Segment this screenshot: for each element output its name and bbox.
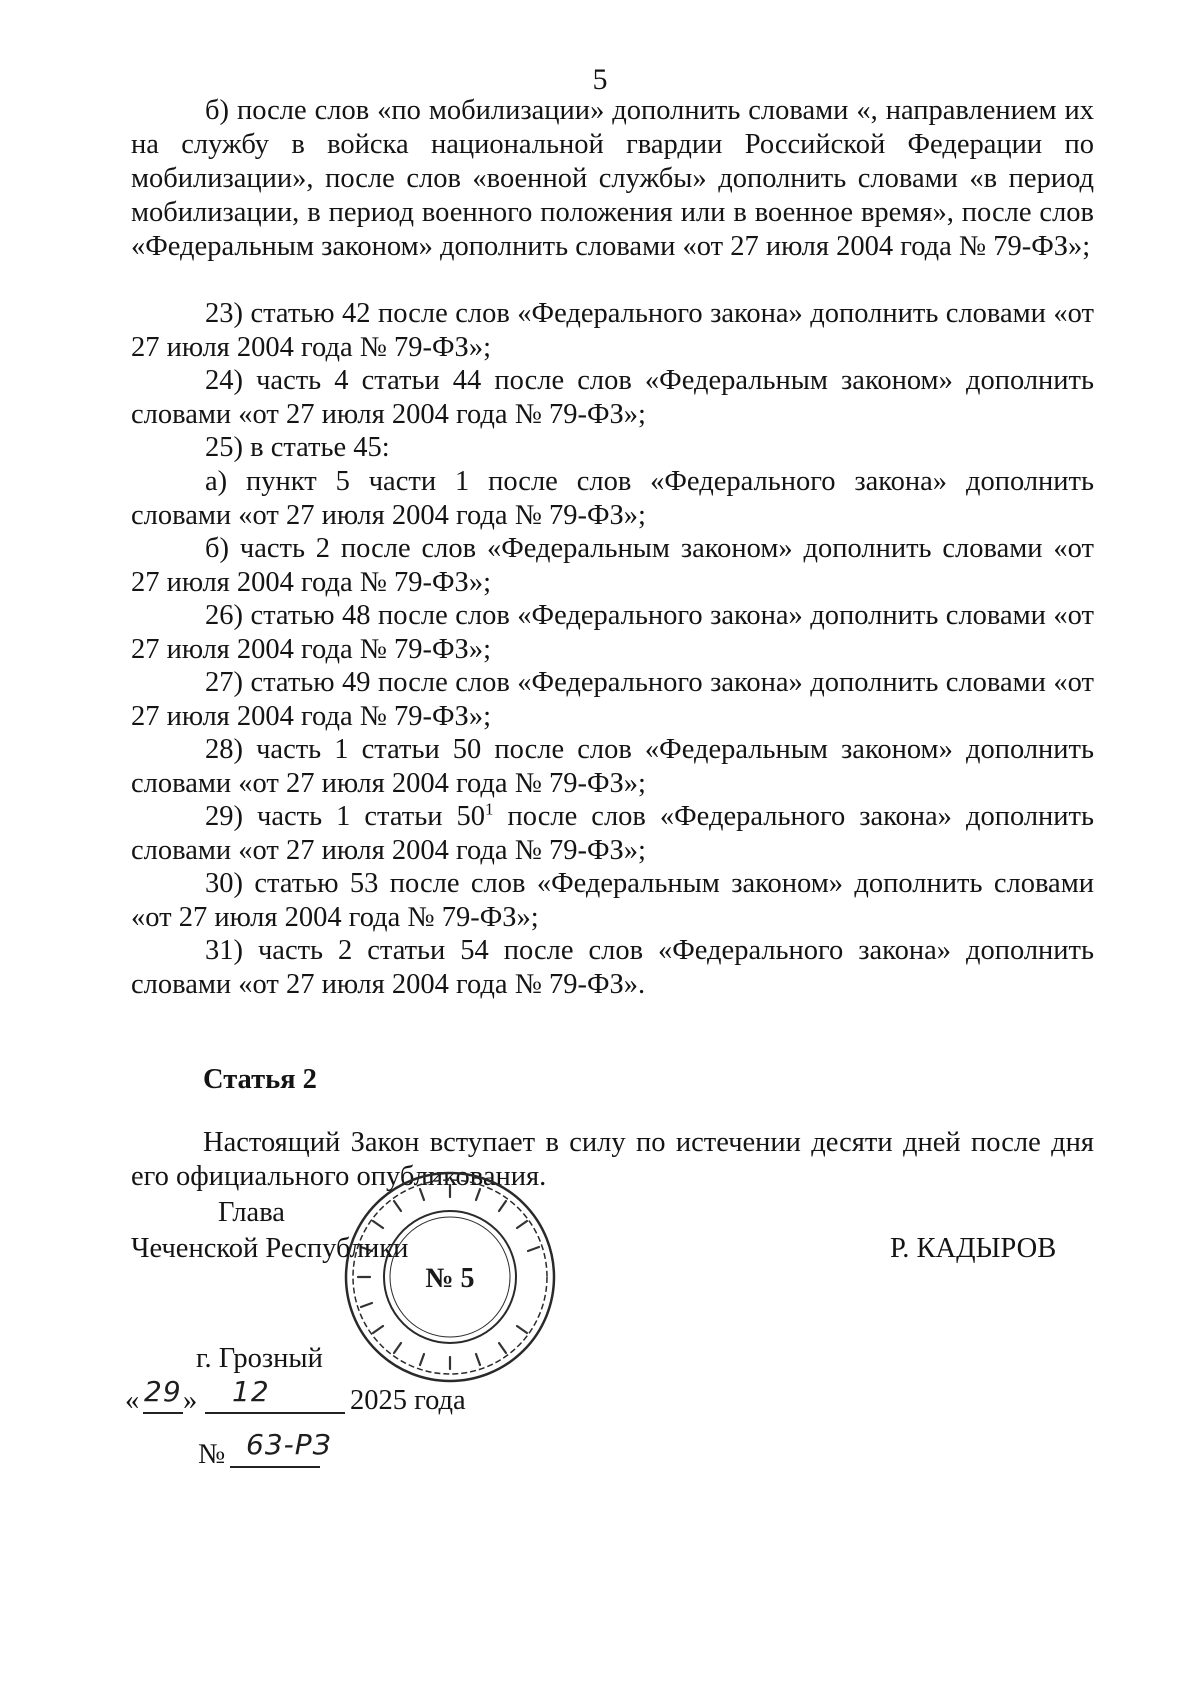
- date-day-handwritten: 29: [144, 1375, 182, 1408]
- date-day-underline: [143, 1412, 183, 1414]
- signature-title-line1: Глава: [218, 1197, 285, 1228]
- paragraph-item-26: 26) статью 48 после слов «Федерального закона» дополнить словами «от 27 июля 2004 года № 79-ФЗ»;: [131, 600, 1094, 665]
- item-25a: [131, 465, 1094, 533]
- item-29-start: 29) часть 1 статьи 50: [205, 801, 485, 832]
- article-2-text: [131, 1126, 1094, 1194]
- paragraph-item-25: 25) в статье 45:: [205, 432, 390, 463]
- paragraph-item-27: 27) статью 49 после слов «Федерального закона» дополнить словами «от 27 июля 2004 года № 79-ФЗ»;: [131, 667, 1094, 732]
- paragraph-item-28: 28) часть 1 статьи 50 после слов «Федеральным законом» дополнить словами «от 27 июля 2004 года № 79-ФЗ»;: [131, 734, 1094, 799]
- date-month-handwritten: 12: [232, 1375, 270, 1408]
- law-number-label: №: [198, 1439, 226, 1470]
- paragraph-item-23: 23) статью 42 после слов «Федерального закона» дополнить словами «от 27 июля 2004 года № 79-ФЗ»;: [131, 298, 1094, 363]
- item-25b: [131, 532, 1094, 600]
- law-number-handwritten: 63-РЗ: [246, 1428, 332, 1461]
- paragraph-item-31: 31) часть 2 статьи 54 после слов «Федерального закона» дополнить словами «от 27 июля 2004 года № 79-ФЗ».: [131, 935, 1094, 1000]
- item-28: [131, 733, 1094, 801]
- article-2-paragraph: Настоящий Закон вступает в силу по истечении десяти дней после дня его официального опубликования.: [131, 1127, 1094, 1192]
- paragraph-item-25b: б) часть 2 после слов «Федеральным законом» дополнить словами «от 27 июля 2004 года № 79-ФЗ»;: [131, 533, 1094, 598]
- item-31: [131, 934, 1094, 1002]
- date-year: 2025 года: [350, 1385, 466, 1416]
- paragraph-item-29: [131, 800, 1094, 868]
- date-quote-open: «: [125, 1385, 140, 1416]
- official-seal: [340, 1167, 560, 1387]
- city: г. Грозный: [196, 1343, 323, 1374]
- paragraph-item-24: 24) часть 4 статьи 44 после слов «Федеральным законом» дополнить словами «от 27 июля 2004 года № 79-ФЗ»;: [131, 365, 1094, 430]
- signature-title-line2: Чеченской Республики: [131, 1233, 409, 1264]
- body-text: [131, 94, 1094, 264]
- item-29: [131, 800, 1094, 868]
- article-2-heading: Статья 2: [203, 1064, 317, 1095]
- item-24: [131, 364, 1094, 432]
- date-month-underline: [205, 1412, 345, 1414]
- law-number-underline: [230, 1466, 320, 1468]
- seal-number: № 5: [425, 1263, 475, 1294]
- item-27: [131, 666, 1094, 734]
- signatory-name: Р. КАДЫРОВ: [890, 1233, 1057, 1264]
- item-30: [131, 867, 1094, 935]
- paragraph-b-1: б) после слов «по мобилизации» дополнить словами «, направлением их на службу в войска национальной гвардии Российской Федерации по мобилизации», после слов «военной службы» дополнить словами «в период мобилизации, в период военного положения или в военное время», после слов «Федеральным законом» дополнить словами «от 27 июля 2004 года № 79-ФЗ»;: [131, 95, 1094, 262]
- item-26: [131, 599, 1094, 667]
- page-number: 5: [592, 63, 608, 96]
- paragraph-item-30: 30) статью 53 после слов «Федеральным законом» дополнить словами «от 27 июля 2004 года № 79-ФЗ»;: [131, 868, 1094, 933]
- item-23: [131, 297, 1094, 365]
- item-29-end: после слов «Федерального закона» дополнить словами «от 27 июля 2004 года № 79-ФЗ»;: [131, 801, 1094, 866]
- paragraph-item-25a: а) пункт 5 части 1 после слов «Федерального закона» дополнить словами «от 27 июля 2004 года № 79-ФЗ»;: [131, 466, 1094, 531]
- date-quote-close: »: [183, 1385, 198, 1416]
- superscript: 1: [484, 799, 494, 819]
- item-25: [131, 431, 1094, 465]
